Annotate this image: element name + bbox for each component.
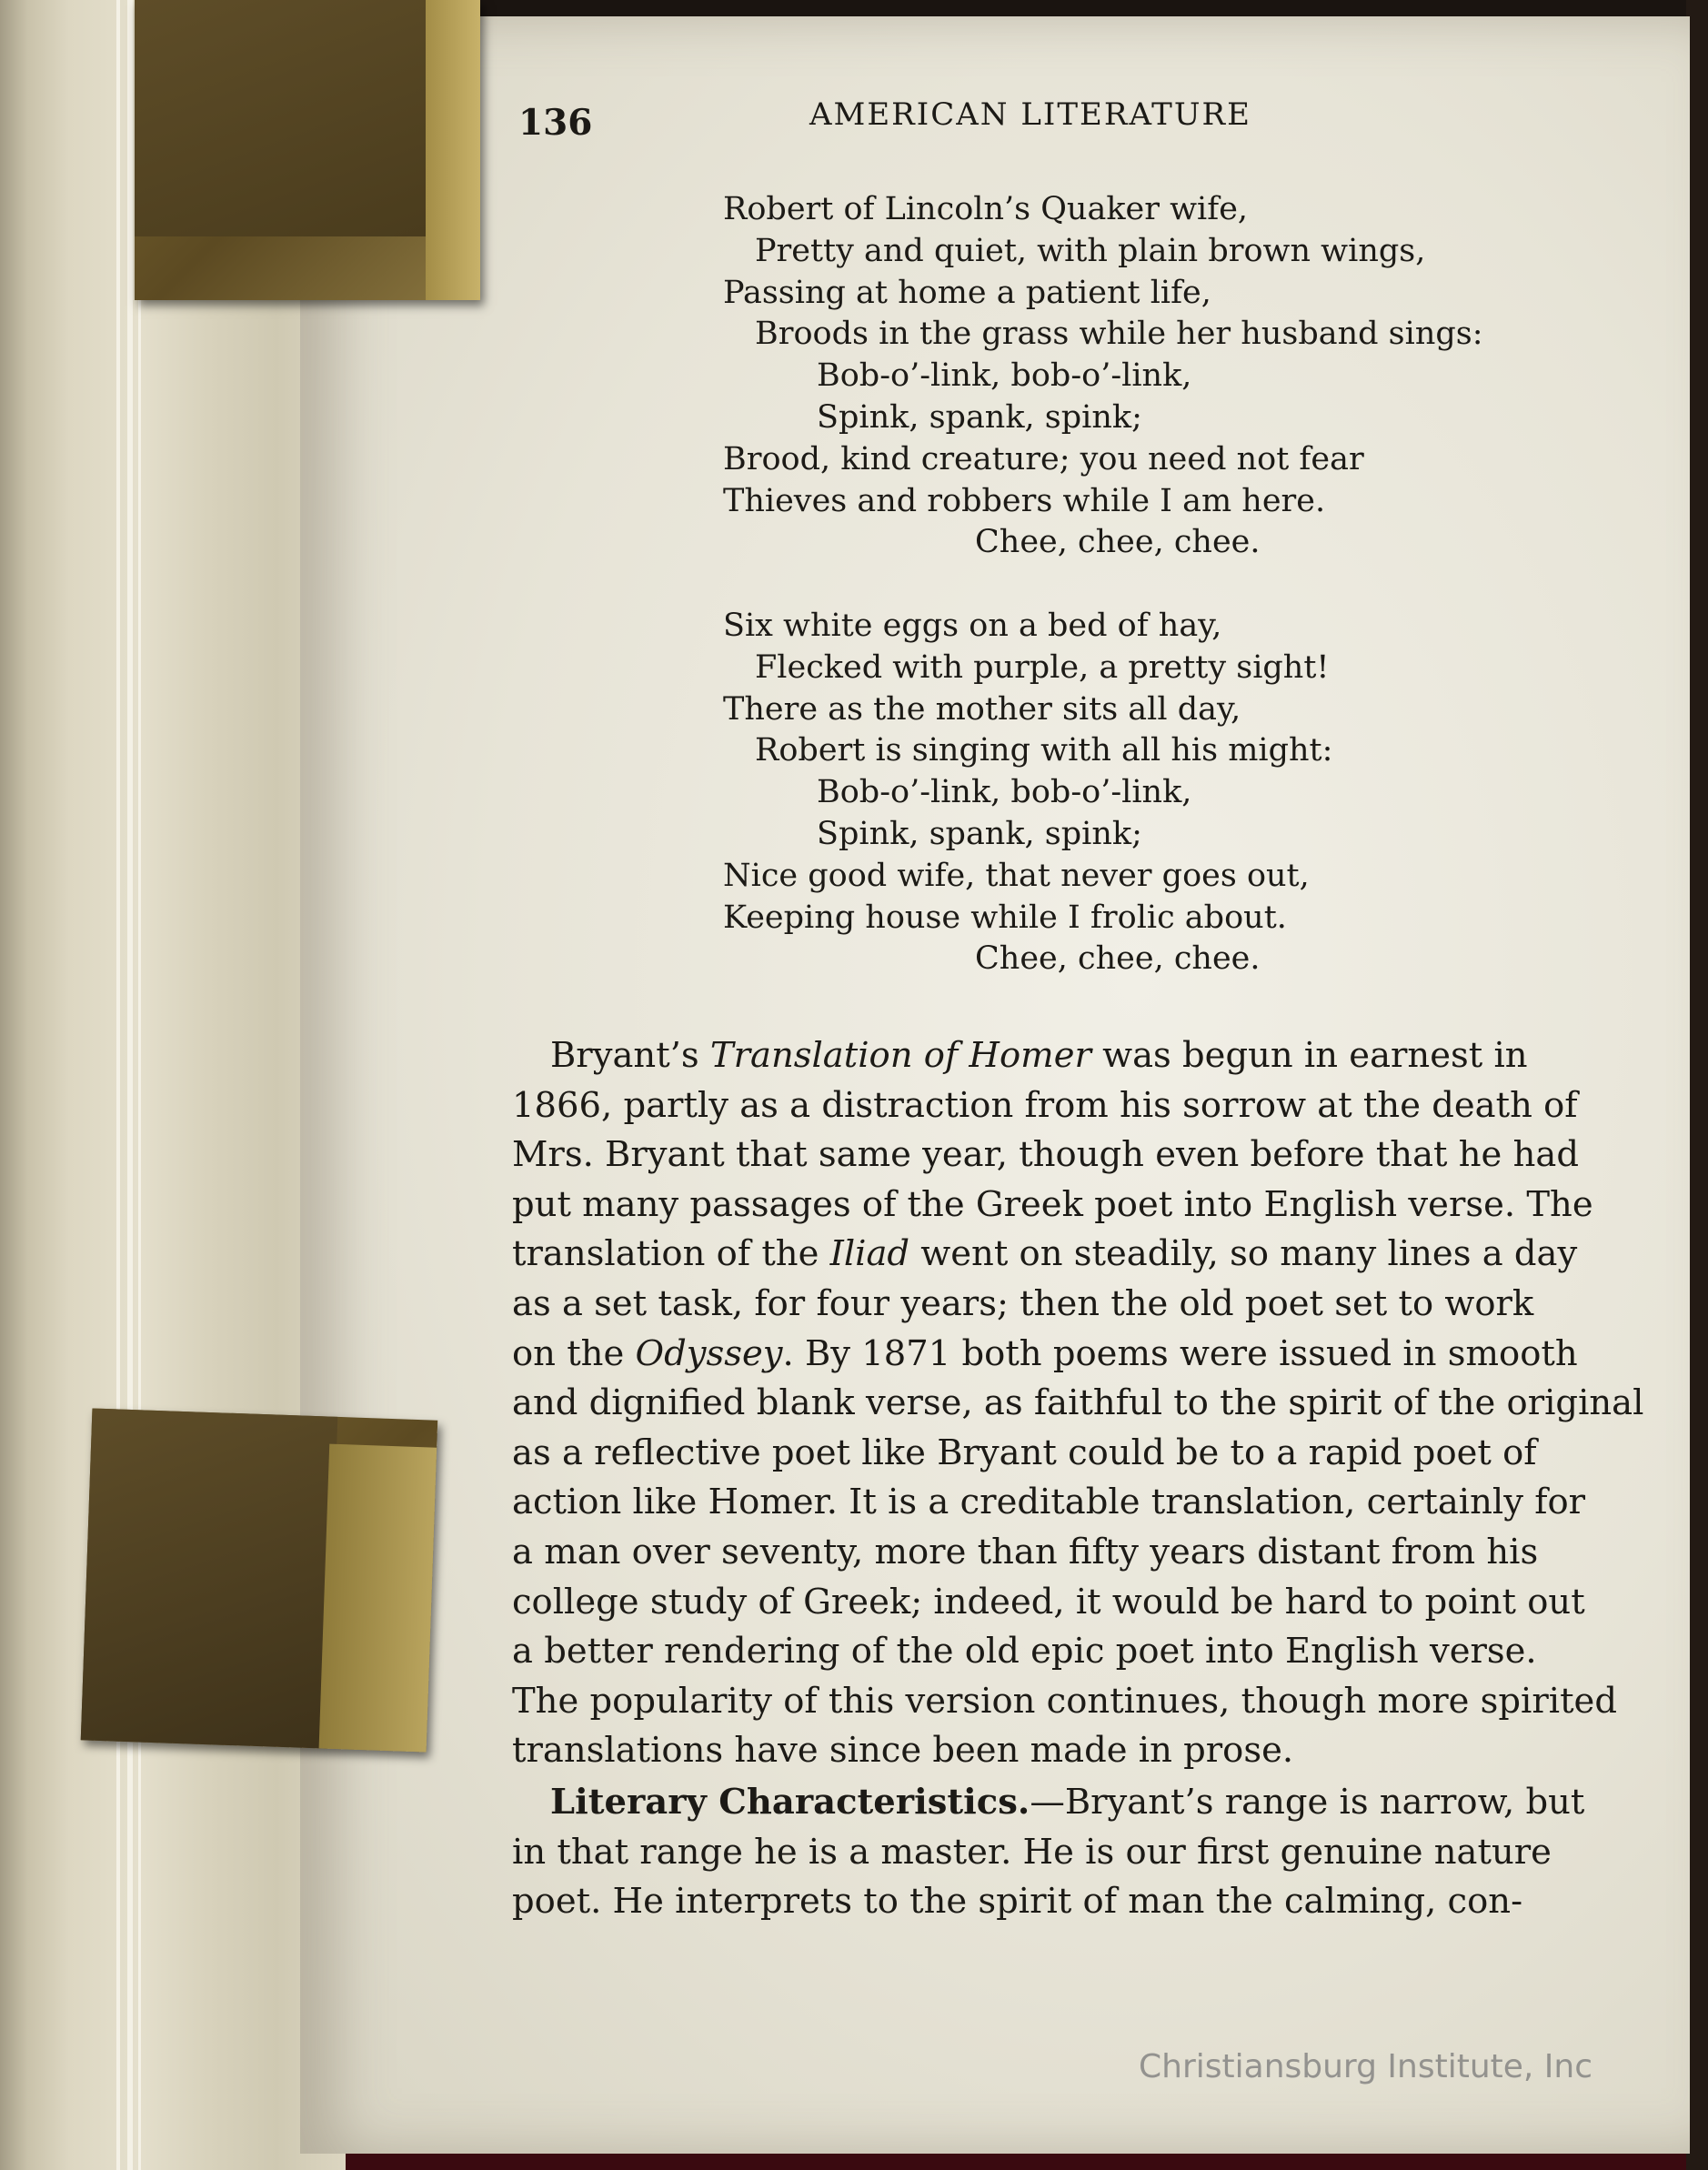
poem-stanza-2 (723, 606, 1332, 980)
prose-italic: Odyssey (635, 1332, 783, 1374)
poem-line: There as the mother sits all day, (723, 690, 1241, 728)
poem-line: Bob-o’-link, bob-o’-link, (817, 357, 1192, 395)
page-edge (138, 0, 141, 2170)
prose-line: translations have since been made in prose. (512, 1730, 1294, 1772)
poem-line: Keeping house while I frolic about. (723, 899, 1287, 936)
prose-line (512, 1230, 1626, 1280)
prose-line: action like Homer. It is a creditable translation, certainly for (512, 1482, 1586, 1523)
prose-line: as a reflective poet like Bryant could be to a rapid poet of (512, 1432, 1537, 1473)
poem-line: Brood, kind creature; you need not fear (723, 440, 1364, 477)
clip-side (426, 0, 480, 300)
poem-stanza-1 (723, 189, 1483, 564)
poem-line: Spink, spank, spink; (817, 398, 1142, 436)
page-edge (127, 0, 133, 2170)
section-heading: Literary Characteristics. (550, 1782, 1030, 1823)
page-edge (116, 0, 120, 2170)
clip-face (135, 0, 426, 236)
poem-line: Nice good wife, that never goes out, (723, 857, 1310, 894)
watermark: Christiansburg Institute, Inc (1139, 2048, 1593, 2085)
prose-italic: Translation of Homer (709, 1035, 1091, 1076)
prose-text: on the (512, 1332, 636, 1374)
prose-text: translation of the (512, 1233, 830, 1275)
poem-line: Chee, chee, chee. (975, 524, 1261, 561)
prose-text: —Bryant’s range is narrow, but (1030, 1782, 1585, 1823)
prose-line (512, 1778, 1626, 1828)
poem-line: Passing at home a patient life, (723, 274, 1211, 311)
prose-text: went on steadily, so many lines a day (909, 1233, 1578, 1275)
poem-line: Broods in the grass while her husband sings: (755, 316, 1483, 353)
poem-line: Robert is singing with all his might: (755, 732, 1333, 769)
prose-text: was begun in earnest in (1090, 1035, 1528, 1076)
prose-text: . By 1871 both poems were issued in smooth (782, 1332, 1578, 1374)
clip-side (319, 1444, 437, 1753)
page-stack (0, 0, 346, 2170)
prose-line: college study of Greek; indeed, it would be hard to point out (512, 1581, 1585, 1622)
paragraph-literary-characteristics (512, 1778, 1626, 1927)
prose-line: Mrs. Bryant that same year, though even before that he had (512, 1134, 1579, 1176)
poem-line: Six white eggs on a bed of hay, (723, 608, 1222, 644)
prose-text: Bryant’s (550, 1035, 710, 1076)
prose-line: The popularity of this version continues, though more spirited (512, 1680, 1617, 1722)
poem-line: Chee, chee, chee. (975, 940, 1261, 978)
brass-clip-bottom (81, 1408, 438, 1752)
running-head: AMERICAN LITERATURE (809, 96, 1251, 133)
page-number: 136 (518, 102, 593, 144)
prose-line: as a set task, for four years; then the old poet set to work (512, 1282, 1534, 1324)
prose-line: a man over seventy, more than fifty years distant from his (512, 1531, 1539, 1572)
prose-line: and dignified blank verse, as faithful to the spirit of the original (512, 1382, 1644, 1424)
poem-line: Flecked with purple, a pretty sight! (755, 648, 1330, 686)
paragraph-translation-of-homer (512, 1031, 1644, 1776)
prose-line: put many passages of the Greek poet into English verse. The (512, 1183, 1593, 1225)
prose-line (512, 1031, 1626, 1081)
prose-line: in that range he is a master. He is our first genuine nature (512, 1831, 1552, 1873)
poem-line: Bob-o’-link, bob-o’-link, (817, 774, 1192, 811)
brass-clip-top (135, 0, 480, 300)
clip-face (81, 1408, 338, 1748)
prose-line: 1866, partly as a distraction from his sorrow at the death of (512, 1084, 1578, 1126)
prose-italic: Iliad (829, 1233, 910, 1275)
poem-line: Thieves and robbers while I am here. (723, 482, 1326, 519)
poem-line: Pretty and quiet, with plain brown wings, (755, 232, 1426, 269)
prose-line: poet. He interprets to the spirit of man the calming, con- (512, 1881, 1523, 1923)
prose-line (512, 1330, 1626, 1380)
prose-line: a better rendering of the old epic poet into English verse. (512, 1631, 1537, 1673)
poem-line: Spink, spank, spink; (817, 815, 1142, 852)
poem-line: Robert of Lincoln’s Quaker wife, (723, 191, 1249, 227)
